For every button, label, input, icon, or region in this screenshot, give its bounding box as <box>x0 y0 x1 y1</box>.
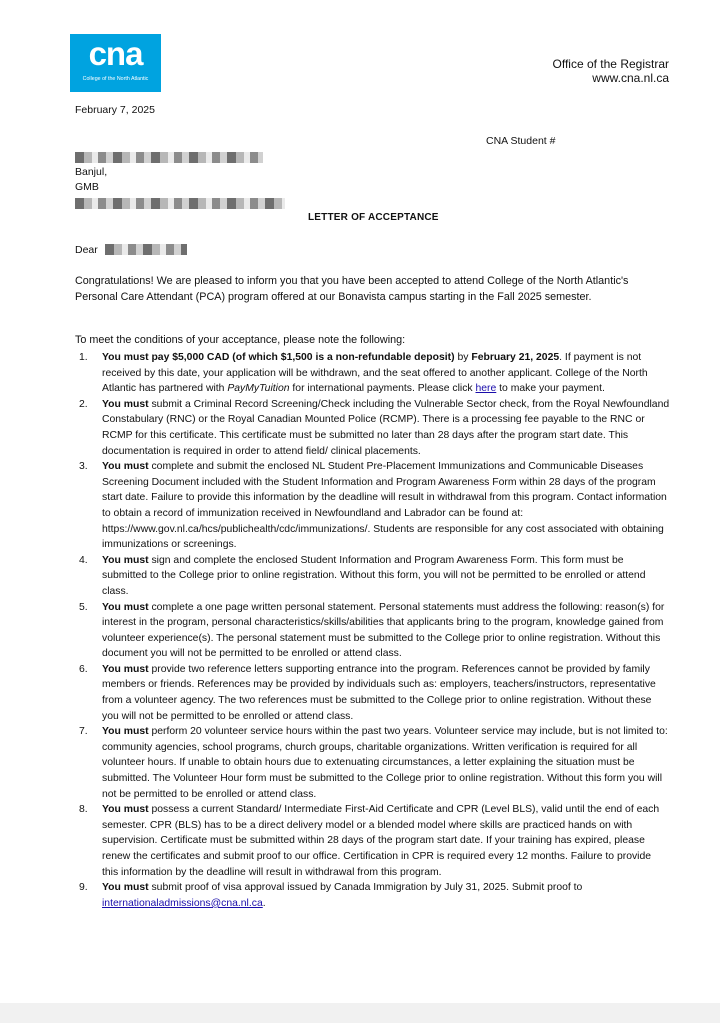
cna-logo <box>70 34 161 92</box>
conditions-intro: To meet the conditions of your acceptance, please note the following: <box>75 334 406 346</box>
logo-wordmark: cna <box>88 35 143 72</box>
conditions-list <box>75 350 670 911</box>
condition-item: 1. You must pay $5,000 CAD (of which $1,500 is a non-refundable deposit) by February 21, 2025. If payment is not received by this date, your application will be withdrawn, and the seat offered to another applicant. College of the North Atlantic has partnered with PayMyTuition for international payments. Please click here to make your payment. <box>79 352 648 395</box>
redacted-recipient <box>105 244 187 255</box>
salutation-word: Dear <box>75 244 98 256</box>
redacted-address <box>75 198 285 209</box>
office-block <box>553 57 670 85</box>
condition-item: 9. You must submit proof of visa approval issued by Canada Immigration by July 31, 2025. Submit proof to internationaladmissions@cna.nl.ca. <box>79 882 583 909</box>
letter-subject: LETTER OF ACCEPTANCE <box>308 212 439 223</box>
student-number-label: CNA Student # <box>486 135 556 147</box>
address-country: GMB <box>75 181 99 193</box>
congratulations-paragraph: Congratulations! We are pleased to inform you that you have been accepted to attend College of the North Atlantic's Personal Care Attendant (PCA) program offered at our Bonavista campus starting in the Fall 2025 semester. <box>75 275 629 303</box>
office-website: www.cna.nl.ca <box>592 71 669 85</box>
condition-item: 8. You must possess a current Standard/ Intermediate First-Aid Certificate and CPR (Level BLS), valid until the end of each semester. CPR (BLS) has to be a direct delivery model or a blended model where skills are practiced hands on with supervision. Certificate must be submitted within 28 days of the program start date. If your training has expired, please renew the certificates and submit proof to our office. Certification in CPR is required every 12 months. Failure to provide this information by the deadline will result in withdrawal from this program. <box>79 804 660 878</box>
admissions-email-link[interactable]: internationaladmissions@cna.nl.ca <box>102 897 263 909</box>
redacted-name <box>75 152 263 163</box>
payment-link[interactable]: here <box>475 383 497 395</box>
office-name: Office of the Registrar <box>552 57 669 71</box>
letter-date: February 7, 2025 <box>75 104 155 116</box>
condition-item: 7. You must perform 20 volunteer service hours within the past two years. Volunteer service may include, but is not limited to: community agencies, school programs, church groups, charitable organizations. Written verification is required for all volunteer hours. If unable to obtain hours due to extenuating circumstances, a letter explaining the situation must be submitted. The Volunteer Hour form must be submitted to the College prior to online registration. Without this form you will not be permitted to be enrolled or attend class. <box>79 726 668 800</box>
condition-item: 5. You must complete a one page written personal statement. Personal statements must address the following: reason(s) for interest in the program, personal characteristics/skills/abilities that applicants bring to the program, knowledge gained from volunteer experience(s). The personal statement must be submitted to the College prior to online registration. Without this document you will not be permitted to be enrolled or attend class. <box>79 601 665 660</box>
salutation <box>75 242 183 256</box>
logo-subtitle: College of the North Atlantic <box>82 76 149 82</box>
condition-item: 4. You must sign and complete the enclosed Student Information and Program Awareness Form. This form must be submitted to the College prior to online registration. Without this form, you will not be permitted to be enrolled or attend class. <box>79 554 646 597</box>
condition-item: 6. You must provide two reference letters supporting entrance into the program. References cannot be provided by family members or friends. References may be provided by individuals such as: employers, teachers/instructors, representative from a volunteer agency. The two references must be submitted to the College prior to online registration. Without these you will not be permitted to be enrolled or attend class. <box>79 663 656 722</box>
address-city: Banjul, <box>75 166 108 178</box>
condition-item: 2. You must submit a Criminal Record Screening/Check including the Vulnerable Sector check, from the Royal Newfoundland Constabulary (RNC) or the Royal Canadian Mounted Police (RCMP). There is a processing fee payable to the RNC or RCMP for this certificate. This certificate must be submitted no later than 28 days after the program start date. This documentation is required in order to attend field/ clinical placements. <box>79 398 670 457</box>
condition-item: 3. You must complete and submit the enclosed NL Student Pre-Placement Immunizations and Communicable Diseases Screening Document included with the Student Information and Program Awareness Form within 28 days of the program start date. Failure to provide this information by the deadline will result in withdrawal from this program. Contact information to obtain a record of immunization received in Newfoundland and Labrador can be found at: https://www.gov.nl.ca/hcs/publichealth/cdc/immunizations/. Students are responsible for any cost associated with obtaining immunizations or screenings. <box>79 461 667 551</box>
